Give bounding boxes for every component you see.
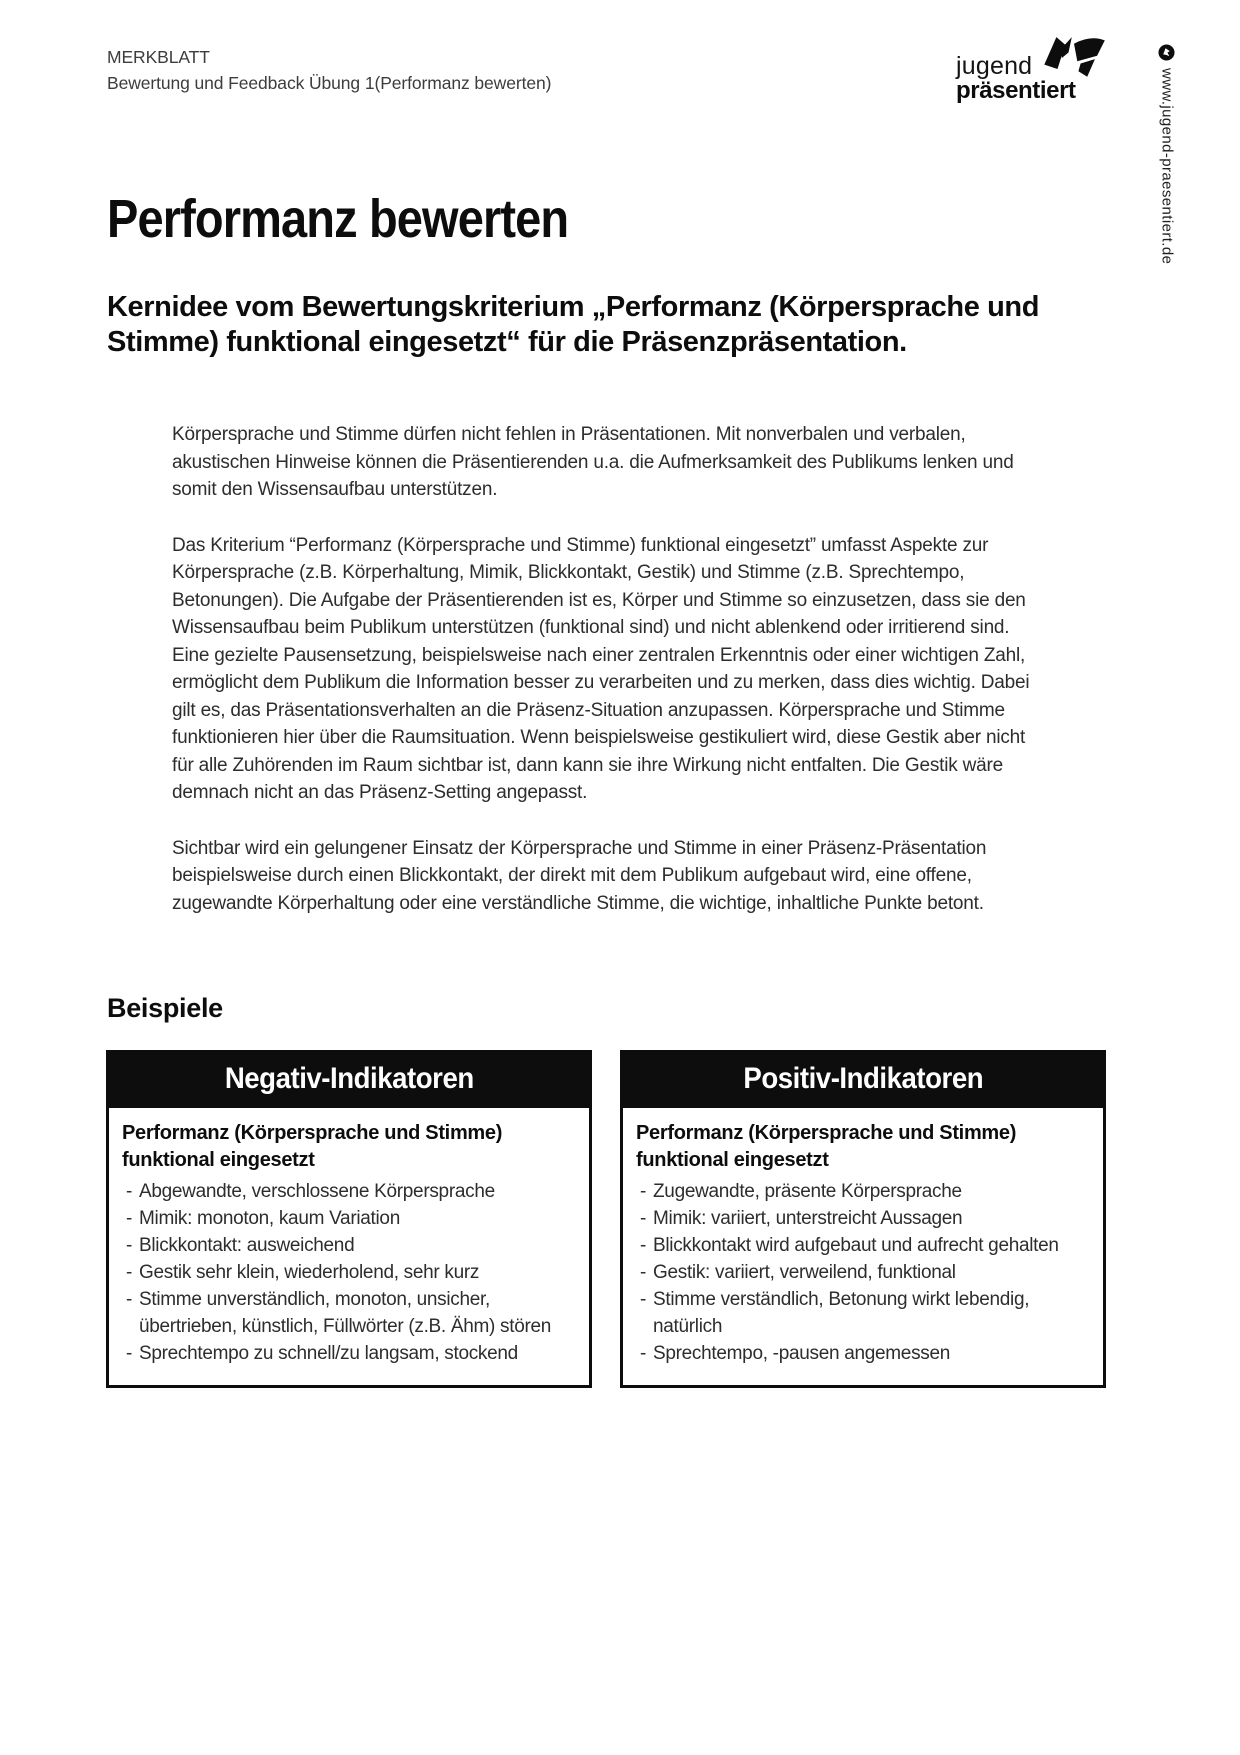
jugend-praesentiert-logo bbox=[956, 36, 1131, 105]
doc-header-meta bbox=[107, 44, 551, 96]
list-item: - Stimme verständlich, Betonung wirkt lebendig, natürlich bbox=[636, 1286, 1091, 1340]
paragraph-2: Das Kriterium “Performanz (Körpersprache und Stimme) funktional eingesetzt” umfasst Aspekte zur Körpersprache (z.B. Körperhaltung, Mimik, Blickkontakt, Gestik) und Stimme (z.B. Sprechtempo, Betonungen). Die Aufgabe der Präsentierenden ist es, Körper und Stimme so einzusetzen, dass sie den Wissensaufbau beim Publikum unterstützen (funktional sind) und nicht ablenkend oder irritierend sind. Eine gezielte Pausensetzung, beispielsweise nach einer zentralen Erkenntnis oder einer wichtigen Zahl, ermöglicht dem Publikum die Information besser zu verarbeiten und zu merken, dass dies wichtig. Dabei gilt es, das Präsentationsverhalten an die Präsenz-Situation anzupassen. Körpersprache und Stimme funktionieren hier über die Raumsituation. Wenn beispielsweise gestikuliert wird, diese Gestik aber nicht für alle Zuhörenden im Raum sichtbar ist, dann kann sie ihre Wirkung nicht entfalten. Die Gestik wäre demnach nicht an das Präsenz-Setting angepasst. bbox=[172, 534, 1030, 803]
list-item: - Blickkontakt: ausweichend bbox=[122, 1232, 577, 1259]
negative-indicators-header bbox=[109, 1053, 589, 1108]
body-text bbox=[172, 421, 1038, 917]
list-item: - Mimik: monoton, kaum Variation bbox=[122, 1205, 577, 1232]
logo-text-praesentiert: präsentiert bbox=[956, 77, 1076, 104]
positive-indicators-box bbox=[620, 1050, 1106, 1388]
positive-indicators-header bbox=[623, 1053, 1103, 1108]
doc-type-label: MERKBLATT bbox=[107, 47, 210, 67]
negative-box-subtitle: Performanz (Körpersprache und Stimme) funktional eingesetzt bbox=[122, 1122, 503, 1171]
negative-indicator-list bbox=[122, 1178, 577, 1367]
list-item: - Gestik: variiert, verweilend, funktional bbox=[636, 1259, 1091, 1286]
paragraph-1: Körpersprache und Stimme dürfen nicht fehlen in Präsentationen. Mit nonverbalen und verbalen, akustischen Hinweise können die Präsentierenden u.a. die Aufmerksamkeit des Publikums lenken und somit den Wissensaufbau unterstützen. bbox=[172, 424, 1014, 500]
negative-indicators-title: Negativ-Indikatoren bbox=[224, 1062, 474, 1095]
logo-mark-icon bbox=[1041, 36, 1107, 80]
logo-text-jugend: jugend bbox=[956, 52, 1033, 80]
copyright-mark-icon bbox=[1158, 44, 1175, 61]
negative-indicators-box bbox=[106, 1050, 592, 1388]
page-title: Performanz bewerten bbox=[107, 189, 569, 249]
positive-indicator-list bbox=[636, 1178, 1091, 1367]
list-item: - Blickkontakt wird aufgebaut und aufrecht gehalten bbox=[636, 1232, 1091, 1259]
list-item: - Zugewandte, präsente Körpersprache bbox=[636, 1178, 1091, 1205]
list-item: - Mimik: variiert, unterstreicht Aussagen bbox=[636, 1205, 1091, 1232]
list-item: - Sprechtempo zu schnell/zu langsam, stockend bbox=[122, 1340, 577, 1367]
positive-box-subtitle: Performanz (Körpersprache und Stimme) funktional eingesetzt bbox=[636, 1122, 1017, 1171]
website-vertical-note bbox=[1158, 44, 1176, 264]
doc-subtitle-label: Bewertung und Feedback Übung 1(Performanz bewerten) bbox=[107, 73, 552, 93]
positive-indicators-title: Positiv-Indikatoren bbox=[743, 1062, 983, 1095]
list-item: - Stimme unverständlich, monoton, unsicher, übertrieben, künstlich, Füllwörter (z.B. Ähm) stören bbox=[122, 1286, 577, 1340]
website-url-label: www.jugend-praesentiert.de bbox=[1158, 68, 1176, 265]
list-item: - Sprechtempo, -pausen angemessen bbox=[636, 1340, 1091, 1367]
indicator-boxes bbox=[106, 1050, 1106, 1388]
list-item: - Gestik sehr klein, wiederholend, sehr kurz bbox=[122, 1259, 577, 1286]
paragraph-3: Sichtbar wird ein gelungener Einsatz der Körpersprache und Stimme in einer Präsenz-Präsentation beispielsweise durch einen Blickkontakt, der direkt mit dem Publikum aufgebaut wird, eine offene, zugewandte Körperhaltung oder eine verständliche Stimme, die wichtige, inhaltliche Punkte betont. bbox=[172, 837, 987, 914]
beispiele-heading: Beispiele bbox=[107, 993, 223, 1023]
list-item: - Abgewandte, verschlossene Körpersprache bbox=[122, 1178, 577, 1205]
kernidee-heading: Kernidee vom Bewertungskriterium „Performanz (Körpersprache und Stimme) funktional eingesetzt“ für die Präsenzpräsentation. bbox=[107, 291, 1040, 358]
